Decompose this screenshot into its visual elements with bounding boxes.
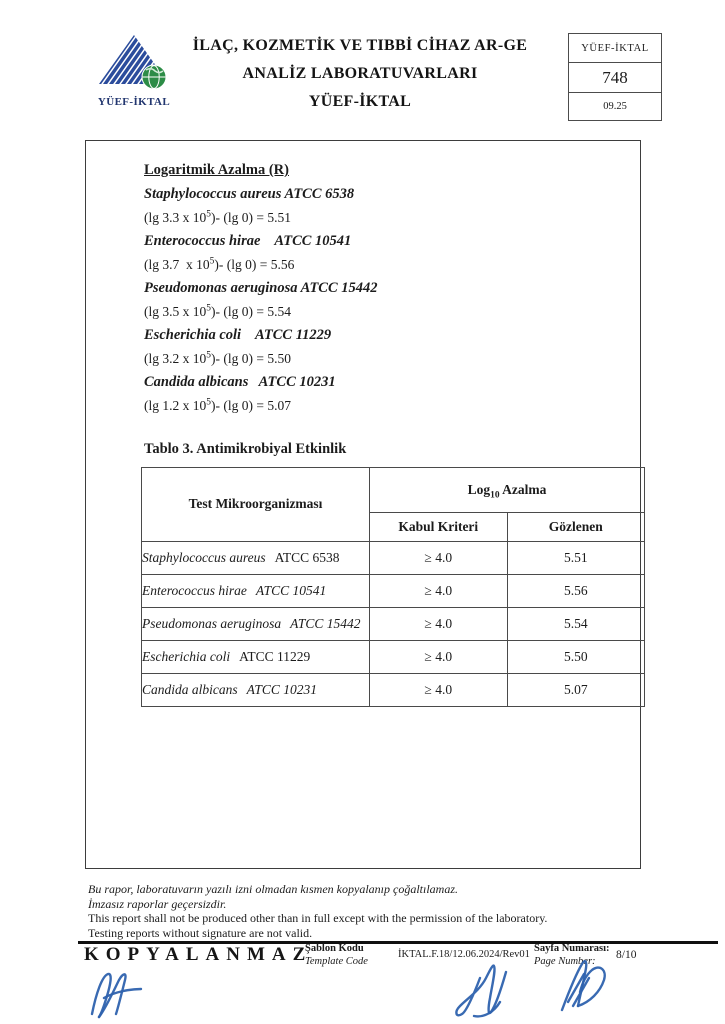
cell-criteria: ≥ 4.0 — [370, 673, 508, 706]
title-line-1: İLAÇ, KOZMETİK VE TIBBİ CİHAZ AR-GE — [192, 37, 528, 54]
entry-formula: (lg 3.3 x $10^5)-$ (lg 0) = 5.51 — [144, 209, 291, 225]
cell-criteria: ≥ 4.0 — [370, 607, 508, 640]
page-number-label — [534, 942, 610, 968]
section-title: Logaritmik Azalma (R) — [144, 162, 289, 178]
cell-observed: 5.50 — [507, 640, 645, 673]
doc-box-org: YÜEF-İKTAL — [569, 34, 661, 63]
table-row — [142, 607, 645, 640]
note-tr-2: İmzasız raporlar geçersizdir. — [88, 896, 227, 911]
entry-formula: (lg 3.2 x $10^5)-$ (lg 0) = 5.50 — [144, 350, 291, 366]
doc-box-date: 09.25 — [603, 101, 627, 112]
page-number-value: 8/10 — [616, 949, 637, 961]
cell-observed: 5.54 — [507, 607, 645, 640]
cell-observed: 5.51 — [507, 541, 645, 574]
signature-middle-icon — [450, 960, 540, 1022]
col-header-observed: Gözlenen — [507, 512, 645, 541]
template-code-label-tr: Şablon Kodu — [305, 943, 364, 954]
template-code-label — [305, 942, 368, 968]
cell-criteria: ≥ 4.0 — [370, 574, 508, 607]
table-row — [142, 574, 645, 607]
page-number-label-tr: Sayfa Numarası: — [534, 943, 610, 954]
cell-organism: Staphylococcus aureus ATCC 6538 — [142, 541, 370, 574]
note-en-2: Testing reports without signature are not valid. — [88, 925, 313, 940]
col-header-test-microorganism: Test Mikroorganizması — [142, 467, 370, 541]
entry-organism: Escherichia coli ATCC 11229 — [144, 326, 332, 343]
stamp-kopyalanmaz: KOPYALANMAZ — [84, 944, 313, 965]
note-en-1: This report shall not be produced other than in full except with the permission of the laboratory. — [88, 911, 548, 925]
entry-formula: (lg 3.5 x $10^5)-$ (lg 0) = 5.54 — [144, 303, 291, 319]
cell-organism: Escherichia coli ATCC 11229 — [142, 640, 370, 673]
table-row — [142, 673, 645, 706]
col-group-header-log10-reduction: Log$_{10}$ Azalma — [370, 467, 645, 512]
entry-formula: (lg 3.7 x $10^5)-$ (lg 0) = 5.56 — [144, 256, 295, 272]
table-row — [142, 640, 645, 673]
col-header-acceptance-criteria: Kabul Kriteri — [370, 512, 508, 541]
title-line-2: ANALİZ LABORATUVARLARI — [242, 65, 478, 82]
entry-organism: Staphylococcus aureus ATCC 6538 — [144, 185, 355, 202]
cell-organism: Candida albicans ATCC 10231 — [142, 673, 370, 706]
table-row — [142, 541, 645, 574]
results-table — [141, 467, 645, 707]
cell-observed: 5.07 — [507, 673, 645, 706]
entry-organism: Candida albicans ATCC 10231 — [144, 373, 336, 390]
content-frame — [85, 140, 641, 869]
note-tr-1: Bu rapor, laboratuvarın yazılı izni olmadan kısmen kopyalanıp çoğaltılamaz. — [88, 882, 458, 896]
table-caption: Tablo 3. Antimikrobiyal Etkinlik — [144, 440, 347, 457]
cell-criteria: ≥ 4.0 — [370, 541, 508, 574]
entry-formula: (lg 1.2 x $10^5)-$ (lg 0) = 5.07 — [144, 397, 291, 413]
footer-notes — [88, 882, 688, 940]
doc-box-number: 748 — [569, 63, 661, 93]
doc-number-box — [568, 33, 662, 121]
template-code-label-en: Template Code — [305, 956, 368, 967]
cell-criteria: ≥ 4.0 — [370, 640, 508, 673]
cell-organism: Pseudomonas aeruginosa ATCC 15442 — [142, 607, 370, 640]
cell-organism: Enterococcus hirae ATCC 10541 — [142, 574, 370, 607]
report-title — [150, 32, 570, 116]
template-code-value: İKTAL.F.18/12.06.2024/Rev01 — [398, 949, 530, 960]
logo-label: YÜEF-İKTAL — [97, 96, 171, 108]
cell-observed: 5.56 — [507, 574, 645, 607]
signature-left-icon — [86, 964, 166, 1022]
page-number-label-en: Page Number: — [534, 956, 596, 967]
title-line-3: YÜEF-İKTAL — [308, 93, 412, 110]
entry-organism: Pseudomonas aeruginosa ATCC 15442 — [144, 279, 378, 296]
entry-organism: Enterococcus hirae ATCC 10541 — [144, 232, 352, 249]
